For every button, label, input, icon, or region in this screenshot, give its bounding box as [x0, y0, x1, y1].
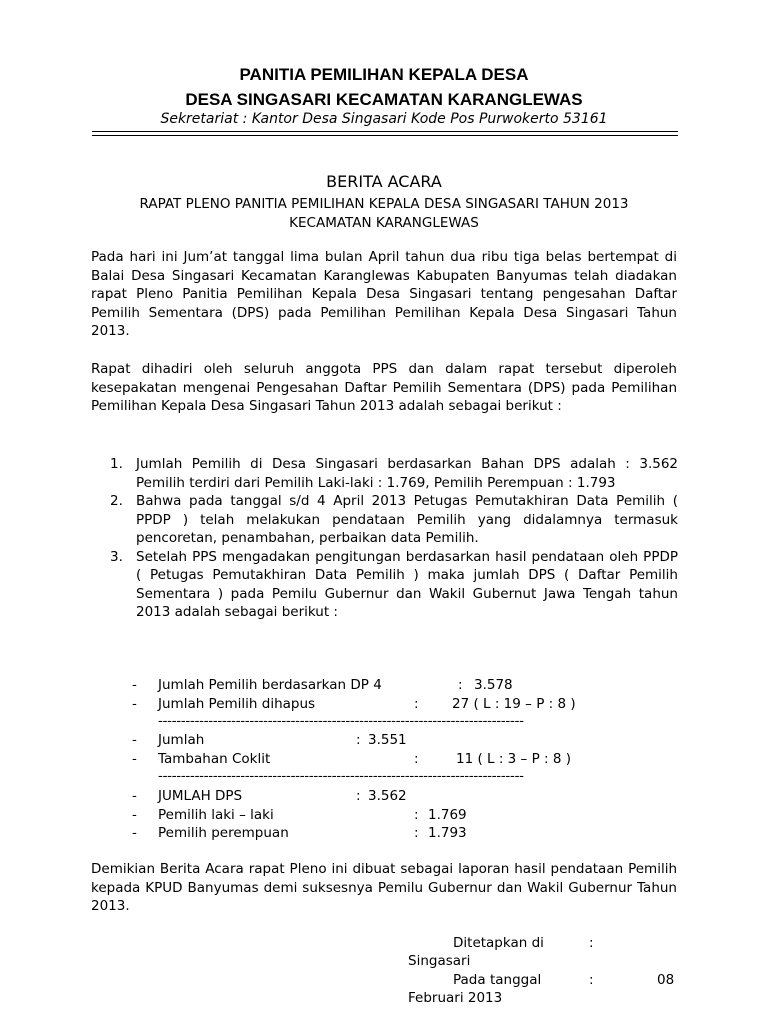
tally-colon: : [414, 750, 419, 767]
tally-colon: : [414, 806, 419, 823]
header-rule-thick [92, 131, 678, 132]
paragraph-closing: Demikian Berita Acara rapat Pleno ini dibuat sebagai laporan hasil pendataan Pemilih kepada KPUD Banyumas demi suksesnya Pemilu Gubernur dan Wakil Gubernur Tahun 2013. [91, 861, 677, 914]
subtitle-line1: RAPAT PLENO PANITIA PEMILIHAN KEPALA DESA SINGASARI TAHUN 2013 [139, 196, 629, 212]
list-item [110, 455, 678, 492]
header-secretariat: Sekretariat : Kantor Desa Singasari Kode Pos Purwokerto 53161 [160, 111, 608, 127]
tally-value: 27 ( L : 19 – P : 8 ) [452, 695, 576, 712]
subtitle-line2: KECAMATAN KARANGLEWAS [289, 215, 479, 231]
tally-value: 3.551 [368, 732, 407, 748]
tally-colon: : [356, 788, 361, 804]
tally-label: Tambahan Coklit [158, 750, 271, 767]
list-number: 2. [110, 493, 123, 509]
numbered-list [110, 455, 678, 622]
bullet-dash: - [132, 806, 137, 823]
paragraph-opening: Pada hari ini Jum’at tanggal lima bulan April tahun dua ribu tiga belas bertempat di Balai Desa Singasari Kecamatan Karanglewas Kabupaten Banyumas telah diadakan rapat Pleno Panitia Pemilihan Kepala Desa Singasari tentang pengesahan Daftar Pemilih Sementara (DPS) pada Pemilihan Pemilihan Kepala Desa Singasari Tahun 2013. [91, 249, 677, 339]
signature-date-rest: Februari 2013 [408, 990, 503, 1006]
tally-value: 1.793 [428, 825, 467, 841]
bullet-dash: - [132, 825, 137, 841]
tally-value: 3.578 [474, 677, 513, 693]
list-number: 3. [110, 548, 123, 565]
signature-date-day: 08 [657, 972, 675, 988]
bullet-dash: - [132, 695, 137, 712]
signature-colon: : [589, 972, 594, 988]
signature-place-label: Ditetapkan di [453, 935, 544, 951]
bullet-dash: - [132, 788, 137, 804]
tally-label: Jumlah Pemilih berdasarkan DP 4 [158, 677, 382, 693]
header-rule-thin [92, 135, 678, 136]
separator-line: -------------------------------------------------------------------------------- [158, 713, 524, 729]
list-text: Bahwa pada tanggal s/d 4 April 2013 Petugas Pemutakhiran Data Pemilih ( PPDP ) telah melakukan pendataan Pemilih yang didalamnya termasuk pencoretan, penambahan, perbaikan data Pemilih. [136, 493, 678, 546]
tally-label: JUMLAH DPS [158, 788, 243, 804]
signature-date-label: Pada tanggal [453, 972, 542, 988]
list-item [110, 492, 678, 548]
tally-label: Jumlah [158, 732, 205, 748]
bullet-dash: - [132, 732, 137, 748]
list-text: Setelah PPS mengadakan pengitungan berdasarkan hasil pendataan oleh PPDP ( Petugas Pemutakhiran Data Pemilih ) maka jumlah DPS ( Daftar Pemilih Sementara ) pada Pemilu Gubernur dan Wakil Gubernut Jawa Tengah tahun 2013 adalah sebagai berikut : [136, 548, 678, 620]
tally-colon: : [414, 825, 419, 841]
tally-value: 1.769 [428, 806, 467, 823]
header-village: DESA SINGASARI KECAMATAN KARANGLEWAS [185, 90, 583, 109]
list-number: 1. [110, 456, 123, 472]
document-title: BERITA ACARA [326, 172, 442, 191]
tally-colon: : [414, 695, 419, 712]
separator-line: -------------------------------------------------------------------------------- [158, 768, 524, 784]
signature-place: Singasari [408, 953, 471, 969]
list-item [110, 548, 678, 622]
bullet-dash: - [132, 750, 137, 767]
tally-label: Pemilih laki – laki [158, 806, 274, 823]
tally-value: 11 ( L : 3 – P : 8 ) [456, 750, 572, 767]
tally-colon: : [356, 732, 361, 748]
signature-colon: : [589, 935, 594, 951]
bullet-dash: - [132, 677, 137, 693]
tally-colon: : [458, 677, 463, 693]
tally-value: 3.562 [368, 788, 407, 804]
tally-label: Jumlah Pemilih dihapus [158, 695, 316, 712]
paragraph-meeting: Rapat dihadiri oleh seluruh anggota PPS dan dalam rapat tersebut diperoleh kesepakatan mengenai Pengesahan Daftar Pemilih Sementara (DPS) pada Pemilihan Pemilihan Kepala Desa Singasari Tahun 2013 adalah sebagai berikut : [91, 361, 677, 414]
header-committee: PANITIA PEMILIHAN KEPALA DESA [239, 65, 529, 84]
tally-label: Pemilih perempuan [158, 825, 289, 841]
list-text: Jumlah Pemilih di Desa Singasari berdasarkan Bahan DPS adalah : 3.562 Pemilih terdiri dari Pemilih Laki-laki : 1.769, Pemilih Perempuan : 1.793 [136, 456, 678, 491]
